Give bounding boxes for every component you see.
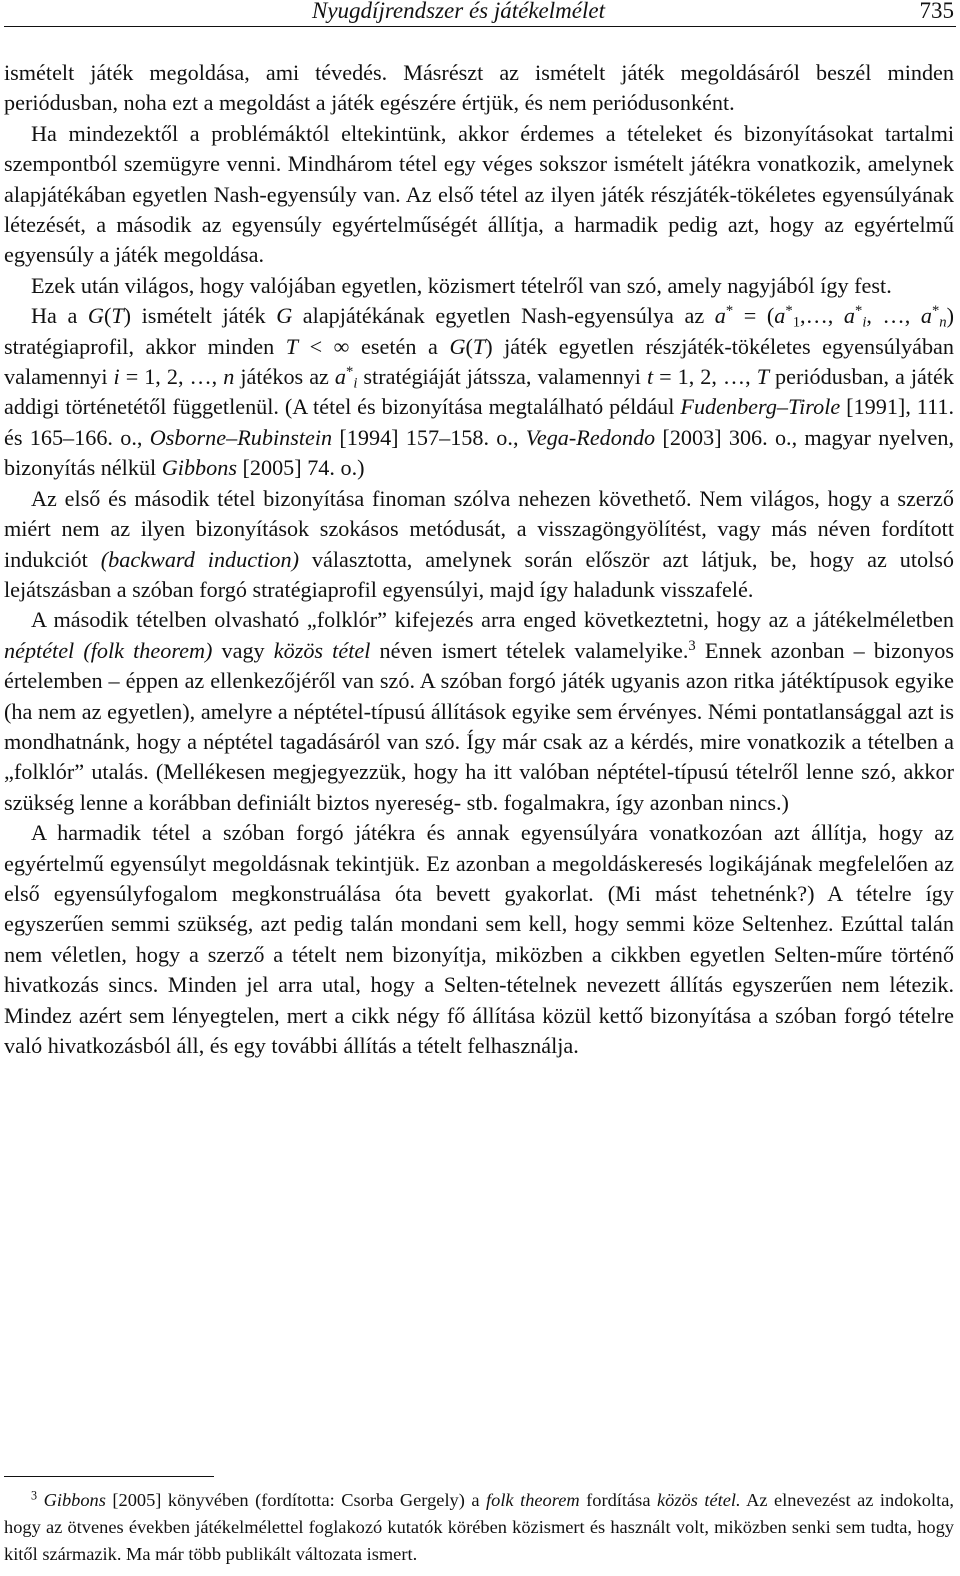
citation-gibbons: Gibbons — [161, 455, 237, 481]
page-number: 735 — [919, 0, 954, 23]
paragraph-2: Ha mindezektől a problémáktól eltekintünk, akkor érdemes a tételeket és bizonyításokat tartalmi szempontból szemügyre venni. Mindhárom tétel egy véges sokszor ismételt játékra vonatkozik, amelynek alapjátékában egyetlen Nash-egyensúly van. Az első tétel az ilyen játék részjáték-tökéletes egyensúlyának létezését, a második az egyensúly egyértelműségét állítja, a harmadik pedig azt, hogy az egyértelmű egyensúly a játék megoldása. — [4, 120, 954, 268]
footnote-separator — [4, 1476, 214, 1477]
citation-vega-redondo: Vega-Redondo — [525, 424, 656, 450]
running-header — [4, 0, 956, 27]
paragraph-5: Az első és második tétel bizonyítása finoman szólva nehezen követhető. Nem világos, hogy a szerző miért nem az ilyen bizonyítások szokásos metódusát, a visszagöngyölítést, vagy más néven fordított indukciót (backward induction) választotta, amelynek során először azt látjuk, be, hogy az utolsó lejátszásban a szóban forgó stratégiaprofil egyensúlyi, majd így haladunk visszafelé. — [4, 485, 954, 602]
citation-fudenberg-tirole: Fudenberg–Tirole — [680, 394, 841, 420]
footnote-reference[interactable]: 3 — [688, 637, 696, 654]
paragraph-4-theorem: Ha a G(T) ismételt játék G alapjátékának egyetlen Nash-egyensúlya az $a^* = (a^*_1,\dots$, $a^*_i$, …, $a^*_n$) stratégiaprofil, akkor minden T < ∞ esetén a G(T) játék egyetlen részjáték-tökéletes egyensúlyában valamennyi i = 1, 2, …, n játékos az $a^*_i$ stratégiáját játssza, valamennyi t = 1, 2, …, T periódusban, a játék addigi történetétől függetlenül. (A tétel és bizonyítása megtalálható például Fudenberg–Tirole [1991], 111. és 165–166. o., Osborne–Rubinstein [1994] 157–158. o., Vega-Redondo [2003] 306. o., magyar nyelven, bizonyítás nélkül Gibbons [2005] 74. o.) — [4, 303, 955, 481]
citation-osborne-rubinstein: Osborne–Rubinstein — [149, 424, 333, 450]
paragraph-6: A második tételben olvasható „folklór” kifejezés arra enged következtetni, hogy az a játékelméletben néptétel (folk theorem) vagy közös tétel néven ismert tételek valamelyike.$^3$ Ennek azonban – bizonyos értelemben – éppen az ellenkezőjéről van szó. A szóban forgó játék ugyanis azon ritka játéktípusok egyike (ha nem az egyetlen), amelyre a néptétel-típusú állítások egyike sem érvényes. Némi pontatlansággal azt is mondhatnánk, hogy a néptétel tagadásáról van szó. Így már csak az a kérdés, mire vonatkozik a tételben a „folklór” utalás. (Mellékesen megjegyezzük, hogy ha itt valóban néptétel-típusú tételről lenne szó, akkor szükség lenne a korábban definiált biztos nyereség- stb. fogalmakra, így azonban nincs.) — [4, 607, 955, 815]
body-text — [4, 58, 954, 1061]
paragraph-7: A harmadik tétel a szóban forgó játékra és annak egyensúlyára vonatkozóan azt állítja, hogy az egyértelmű egyensúlyt megoldásnak tekintjük. Ez azonban a megoldáskeresés logikájának megfelelően az első egyensúlyfogalom megkonstruálása óta bevett gyakorlat. (Mi mást tehetnénk?) A tételre így egyszerűen semmi szükség, azt pedig talán mondani sem kell, hogy semmi köze Seltenhez. Ezúttal talán nem véletlen, hogy a szerző a tételt nem bizonyítja, miközben a cikkben egyetlen Selten-műre történő hivatkozás sincs. Minden jel arra utal, hogy a Selten-tételnek nevezett állítás egyszerűen nem létezik. Mindez azért sem lényegtelen, mert a cikk négy fő állítása közül kettő bizonyítása a szóban forgó tételre való hivatkozásból áll, és egy további állítás a tételt felhasználja. — [4, 820, 954, 1058]
footnote-number: 3 — [31, 1488, 38, 1503]
paragraph-1: ismételt játék megoldása, ami tévedés. Másrészt az ismételt játék megoldásáról beszél minden periódusban, noha ezt a megoldást a játék egészére értjük, és nem periódusonként. — [4, 60, 954, 116]
running-title: Nyugdíjrendszer és játékelmélet — [312, 0, 605, 23]
footnote-3: $^3$ Gibbons [2005] könyvében (fordította: Csorba Gergely) a folk theorem fordítása közös tétel. Az elnevezést az indokolta, hogy az ötvenes években játékelmélettel foglakozó kutatók körében közismert és használt volt, miközben senki sem tudta, hogy kitől származik. Ma már több publikált változata ismert. — [4, 1488, 954, 1565]
paragraph-3: Ezek után világos, hogy valójában egyetlen, közismert tételről van szó, amely nagyjából így fest. — [31, 272, 892, 298]
